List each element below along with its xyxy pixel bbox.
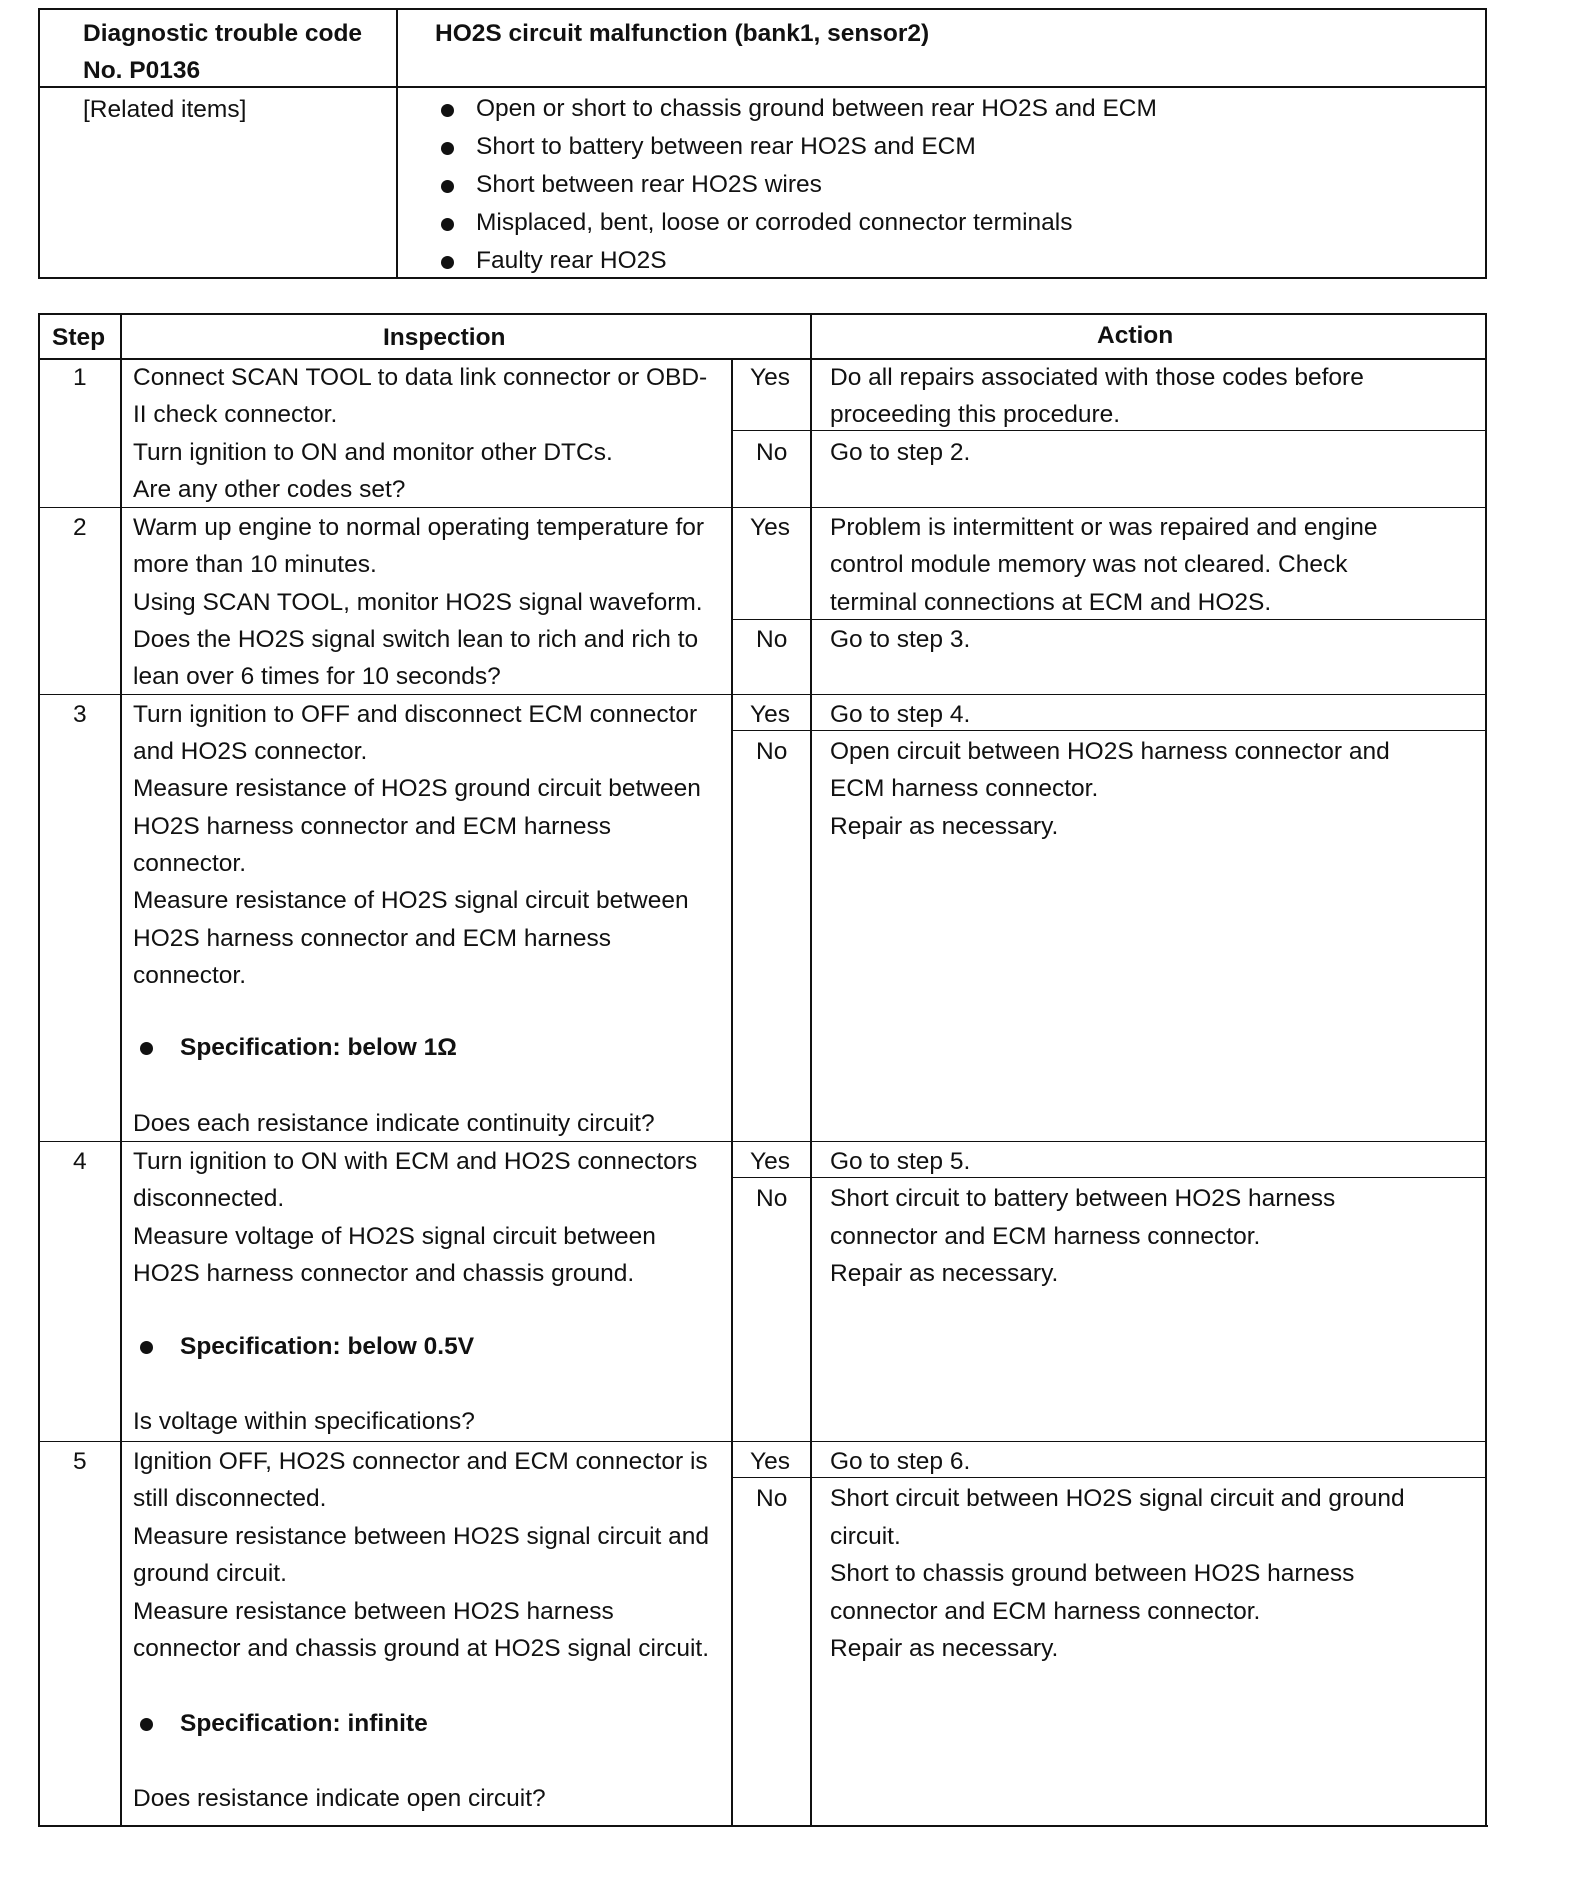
inspection-line: Turn ignition to ON and monitor other DTCs. [133, 439, 613, 466]
header-border-top [38, 8, 1487, 10]
yes-no-separator [731, 730, 1487, 731]
action-line: circuit. [830, 1523, 901, 1550]
inspection-line: HO2S harness connector and chassis ground. [133, 1260, 635, 1287]
header-row-bottom [38, 358, 1487, 360]
action-line: connector and ECM harness connector. [830, 1598, 1261, 1625]
inspection-question: Does resistance indicate open circuit? [133, 1785, 546, 1812]
step-number: 3 [73, 701, 87, 728]
row-separator [38, 1441, 1487, 1442]
row-separator [38, 1141, 1487, 1142]
action-line: Repair as necessary. [830, 1635, 1059, 1662]
inspection-line: Connect SCAN TOOL to data link connector or OBD- [133, 364, 708, 391]
inspection-line: connector. [133, 962, 247, 989]
table-border-top [38, 313, 1487, 315]
action-line: Go to step 3. [830, 626, 971, 653]
bullet-icon [441, 104, 454, 117]
action-line: Short circuit to battery between HO2S harness [830, 1185, 1336, 1212]
column-divider-step [120, 313, 122, 1827]
code-label-line1: Diagnostic trouble code [83, 20, 363, 47]
action-line: Do all repairs associated with those codes before [830, 364, 1364, 391]
action-line: Go to step 4. [830, 701, 971, 728]
no-label: No [756, 439, 788, 466]
bullet-icon [441, 256, 454, 269]
yes-label: Yes [750, 364, 790, 391]
yes-label: Yes [750, 1448, 790, 1475]
related-item: Faulty rear HO2S [476, 247, 667, 274]
action-line: Repair as necessary. [830, 813, 1059, 840]
inspection-line: Are any other codes set? [133, 476, 406, 503]
inspection-line: lean over 6 times for 10 seconds? [133, 663, 501, 690]
inspection-line: Measure resistance of HO2S ground circuit between [133, 775, 701, 802]
inspection-line: Measure resistance between HO2S signal circuit and [133, 1523, 710, 1550]
inspection-line: more than 10 minutes. [133, 551, 377, 578]
table-border-bottom [38, 1825, 1488, 1827]
column-divider-yesno [731, 360, 733, 1827]
action-line: Open circuit between HO2S harness connector and [830, 738, 1390, 765]
column-header-inspection: Inspection [383, 324, 506, 351]
specification: Specification: below 1Ω [180, 1034, 457, 1061]
inspection-line: HO2S harness connector and ECM harness [133, 813, 611, 840]
yes-label: Yes [750, 701, 790, 728]
header-border-left [38, 8, 40, 279]
related-item: Misplaced, bent, loose or corroded connector terminals [476, 209, 1073, 236]
header-border-bottom [38, 277, 1487, 279]
inspection-line: Warm up engine to normal operating temperature for [133, 514, 705, 541]
step-number: 2 [73, 514, 87, 541]
inspection-line: Turn ignition to ON with ECM and HO2S connectors [133, 1148, 698, 1175]
inspection-line: Ignition OFF, HO2S connector and ECM connector is [133, 1448, 708, 1475]
bullet-icon [441, 180, 454, 193]
inspection-line: Measure resistance between HO2S harness [133, 1598, 614, 1625]
code-label-line2: No. P0136 [83, 57, 201, 84]
step-number: 4 [73, 1148, 87, 1175]
specification: Specification: infinite [180, 1710, 428, 1737]
inspection-question: Does each resistance indicate continuity circuit? [133, 1110, 655, 1137]
inspection-line: Measure voltage of HO2S signal circuit between [133, 1223, 656, 1250]
action-line: connector and ECM harness connector. [830, 1223, 1261, 1250]
related-item: Short between rear HO2S wires [476, 171, 822, 198]
row-separator [38, 694, 1487, 695]
inspection-line: ground circuit. [133, 1560, 287, 1587]
bullet-icon [140, 1042, 153, 1055]
row-separator [38, 507, 1487, 508]
inspection-line: Measure resistance of HO2S signal circuit between [133, 887, 689, 914]
no-label: No [756, 1185, 788, 1212]
step-number: 1 [73, 364, 87, 391]
specification: Specification: below 0.5V [180, 1333, 475, 1360]
related-items-label: [Related items] [83, 96, 247, 123]
no-label: No [756, 1485, 788, 1512]
yes-label: Yes [750, 1148, 790, 1175]
column-header-step: Step [52, 324, 106, 351]
action-line: Go to step 2. [830, 439, 971, 466]
action-line: control module memory was not cleared. Check [830, 551, 1348, 578]
action-line: Short circuit between HO2S signal circuit and ground [830, 1485, 1405, 1512]
inspection-question: Is voltage within specifications? [133, 1408, 475, 1435]
action-line: Short to chassis ground between HO2S harness [830, 1560, 1355, 1587]
table-border-left [38, 313, 40, 1827]
inspection-line: connector. [133, 850, 247, 877]
inspection-line: disconnected. [133, 1185, 285, 1212]
step-number: 5 [73, 1448, 87, 1475]
inspection-line: Does the HO2S signal switch lean to rich and rich to [133, 626, 699, 653]
no-label: No [756, 626, 788, 653]
bullet-icon [140, 1341, 153, 1354]
header-border-mid [38, 86, 1487, 88]
header-title: HO2S circuit malfunction (bank1, sensor2) [435, 20, 930, 47]
table-border-right [1485, 313, 1487, 1827]
yes-no-separator [731, 1477, 1487, 1478]
related-item: Open or short to chassis ground between rear HO2S and ECM [476, 95, 1157, 122]
column-header-action: Action [1097, 322, 1174, 349]
action-line: ECM harness connector. [830, 775, 1099, 802]
related-item: Short to battery between rear HO2S and ECM [476, 133, 976, 160]
no-label: No [756, 738, 788, 765]
action-line: Repair as necessary. [830, 1260, 1059, 1287]
yes-no-separator [731, 430, 1487, 431]
inspection-line: II check connector. [133, 401, 338, 428]
yes-label: Yes [750, 514, 790, 541]
yes-no-separator [731, 1177, 1487, 1178]
bullet-icon [140, 1718, 153, 1731]
header-border-right [1485, 8, 1487, 279]
action-line: Problem is intermittent or was repaired and engine [830, 514, 1378, 541]
column-divider-action [810, 313, 812, 1827]
header-divider [396, 8, 398, 279]
action-line: Go to step 6. [830, 1448, 971, 1475]
bullet-icon [441, 142, 454, 155]
inspection-line: still disconnected. [133, 1485, 327, 1512]
yes-no-separator [731, 619, 1487, 620]
action-line: terminal connections at ECM and HO2S. [830, 589, 1272, 616]
inspection-line: connector and chassis ground at HO2S signal circuit. [133, 1635, 710, 1662]
inspection-line: Using SCAN TOOL, monitor HO2S signal waveform. [133, 589, 703, 616]
action-line: Go to step 5. [830, 1148, 971, 1175]
inspection-line: HO2S harness connector and ECM harness [133, 925, 611, 952]
bullet-icon [441, 218, 454, 231]
inspection-line: Turn ignition to OFF and disconnect ECM connector [133, 701, 698, 728]
action-line: proceeding this procedure. [830, 401, 1121, 428]
inspection-line: and HO2S connector. [133, 738, 368, 765]
